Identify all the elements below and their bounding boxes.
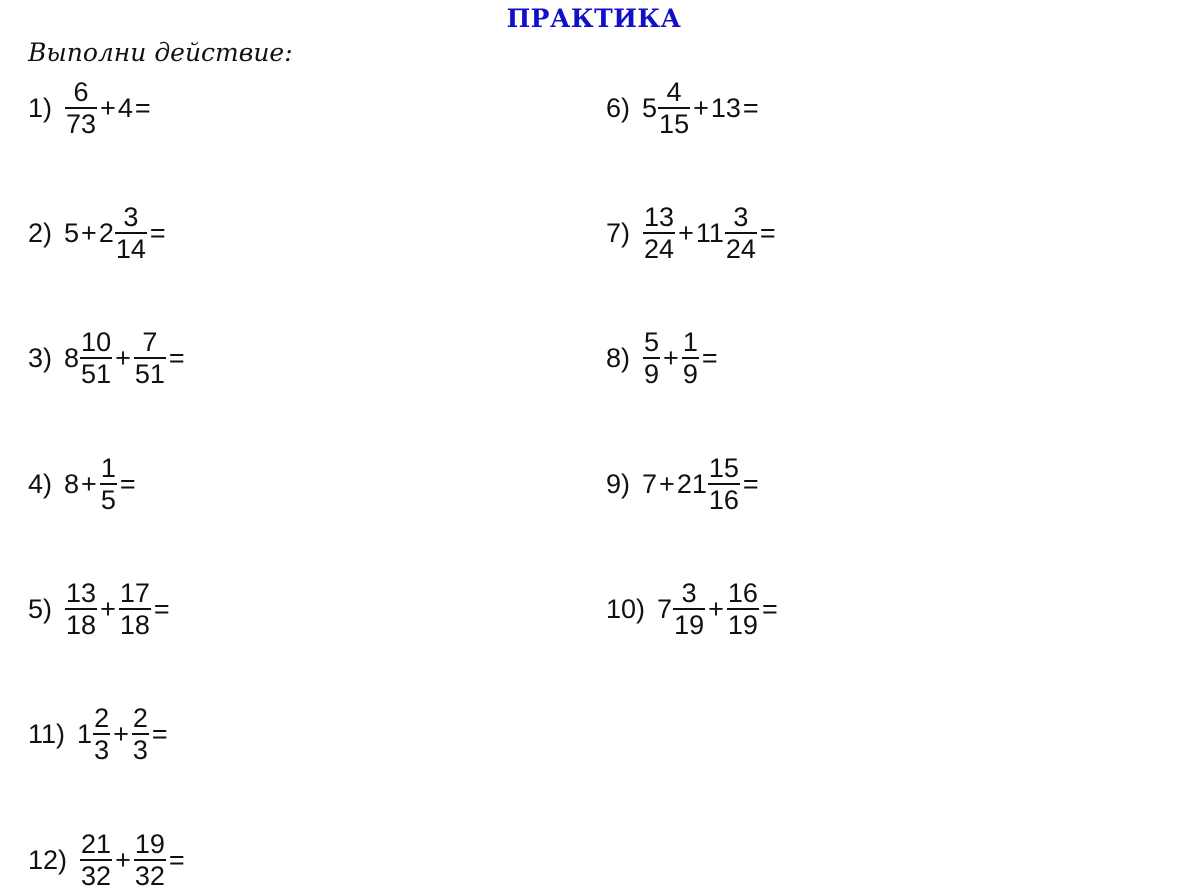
problem-number: 5): [28, 593, 53, 624]
problem-number: 9): [606, 468, 631, 499]
numerator: 3: [733, 201, 749, 232]
denominator: 16: [708, 485, 739, 515]
equals-sign: =: [153, 593, 170, 624]
mixed-number: [64, 328, 113, 389]
numerator: 7: [142, 326, 158, 357]
equals-sign: =: [119, 468, 136, 499]
numerator: 6: [73, 76, 89, 107]
plus-sign: +: [81, 468, 97, 499]
problem-number: 2): [28, 217, 53, 248]
mixed-number: [696, 203, 758, 264]
denominator: 51: [81, 359, 112, 389]
fraction: [673, 579, 705, 640]
denominator: 9: [644, 359, 660, 389]
numerator: 2: [94, 702, 110, 733]
fraction: [134, 328, 166, 389]
fraction: [100, 454, 117, 515]
fraction: [80, 830, 112, 891]
plus-sign: +: [115, 844, 131, 875]
plus-sign: +: [115, 342, 131, 373]
fraction: [65, 579, 97, 640]
page-title: ПРАКТИКА: [506, 4, 682, 33]
plus-sign: +: [693, 92, 709, 123]
numerator: 13: [644, 201, 675, 232]
numerator: 16: [727, 577, 758, 608]
numerator: 15: [708, 452, 739, 483]
numerator: 17: [119, 577, 150, 608]
numerator: 19: [134, 828, 165, 859]
fraction: [682, 328, 699, 389]
equals-sign: =: [759, 217, 776, 248]
whole-part: 5: [642, 92, 658, 123]
problem-item: [28, 699, 170, 769]
problem-item: [28, 73, 153, 143]
problem-number: 4): [28, 468, 53, 499]
denominator: 5: [100, 485, 116, 515]
fraction: [658, 78, 690, 139]
equals-sign: =: [742, 468, 759, 499]
problem-number: 12): [28, 844, 68, 875]
problem-number: 1): [28, 92, 53, 123]
equals-sign: =: [168, 342, 185, 373]
denominator: 14: [115, 234, 146, 264]
mixed-number: [657, 579, 706, 640]
fraction: [65, 78, 97, 139]
denominator: 18: [66, 610, 97, 640]
plus-sign: +: [708, 593, 724, 624]
problem-item: [606, 574, 780, 644]
fraction: [115, 203, 147, 264]
numerator: 3: [123, 201, 139, 232]
problem-item: [606, 449, 761, 519]
whole-part: 1: [77, 718, 93, 749]
numerator: 1: [100, 452, 116, 483]
denominator: 19: [674, 610, 705, 640]
problem-number: 6): [606, 92, 631, 123]
denominator: 32: [134, 861, 165, 891]
plus-sign: +: [663, 342, 679, 373]
fraction: [725, 203, 757, 264]
integer: 7: [642, 468, 658, 499]
denominator: 19: [727, 610, 758, 640]
problem-number: 8): [606, 342, 631, 373]
equals-sign: =: [701, 342, 718, 373]
problem-item: [606, 198, 778, 268]
fraction: [643, 203, 675, 264]
problem-item: [28, 574, 172, 644]
equals-sign: =: [151, 718, 168, 749]
fraction: [134, 830, 166, 891]
problem-item: [606, 323, 720, 393]
mixed-number: [677, 454, 741, 515]
denominator: 15: [659, 109, 690, 139]
denominator: 73: [66, 109, 97, 139]
mixed-number: [99, 203, 148, 264]
plus-sign: +: [659, 468, 675, 499]
plus-sign: +: [81, 217, 97, 248]
denominator: 32: [81, 861, 112, 891]
problem-number: 10): [606, 593, 646, 624]
fraction: [119, 579, 151, 640]
problem-item: [28, 198, 168, 268]
denominator: 24: [644, 234, 675, 264]
plus-sign: +: [678, 217, 694, 248]
numerator: 3: [681, 577, 697, 608]
plus-sign: +: [100, 593, 116, 624]
numerator: 21: [81, 828, 112, 859]
equals-sign: =: [149, 217, 166, 248]
mixed-number: [642, 78, 691, 139]
problem-item: [28, 449, 138, 519]
fraction: [93, 704, 110, 765]
numerator: 13: [66, 577, 97, 608]
numerator: 1: [682, 326, 698, 357]
denominator: 18: [119, 610, 150, 640]
integer: 8: [64, 468, 80, 499]
problem-item: [606, 73, 761, 143]
whole-part: 11: [695, 217, 724, 248]
whole-part: 7: [657, 593, 673, 624]
fraction: [708, 454, 740, 515]
numerator: 4: [666, 76, 682, 107]
numerator: 2: [132, 702, 148, 733]
fraction: [727, 579, 759, 640]
equals-sign: =: [134, 92, 151, 123]
denominator: 3: [132, 735, 148, 765]
problem-number: 11): [28, 718, 66, 749]
whole-part: 8: [64, 342, 80, 373]
equals-sign: =: [168, 844, 185, 875]
denominator: 51: [134, 359, 165, 389]
whole-part: 21: [676, 468, 707, 499]
numerator: 5: [644, 326, 660, 357]
fraction: [132, 704, 149, 765]
fraction: [80, 328, 112, 389]
problem-item: [28, 323, 187, 393]
denominator: 24: [725, 234, 756, 264]
equals-sign: =: [742, 92, 759, 123]
plus-sign: +: [100, 92, 116, 123]
numerator: 10: [81, 326, 112, 357]
integer: 4: [117, 92, 133, 123]
whole-part: 2: [98, 217, 114, 248]
problem-item: [28, 825, 187, 895]
equals-sign: =: [761, 593, 778, 624]
plus-sign: +: [113, 718, 129, 749]
integer: 5: [64, 217, 80, 248]
denominator: 3: [94, 735, 110, 765]
problem-number: 3): [28, 342, 53, 373]
integer: 13: [710, 92, 741, 123]
instruction-text: Выполни действие:: [28, 38, 293, 67]
mixed-number: [77, 704, 111, 765]
fraction: [643, 328, 660, 389]
problem-number: 7): [606, 217, 631, 248]
denominator: 9: [682, 359, 698, 389]
